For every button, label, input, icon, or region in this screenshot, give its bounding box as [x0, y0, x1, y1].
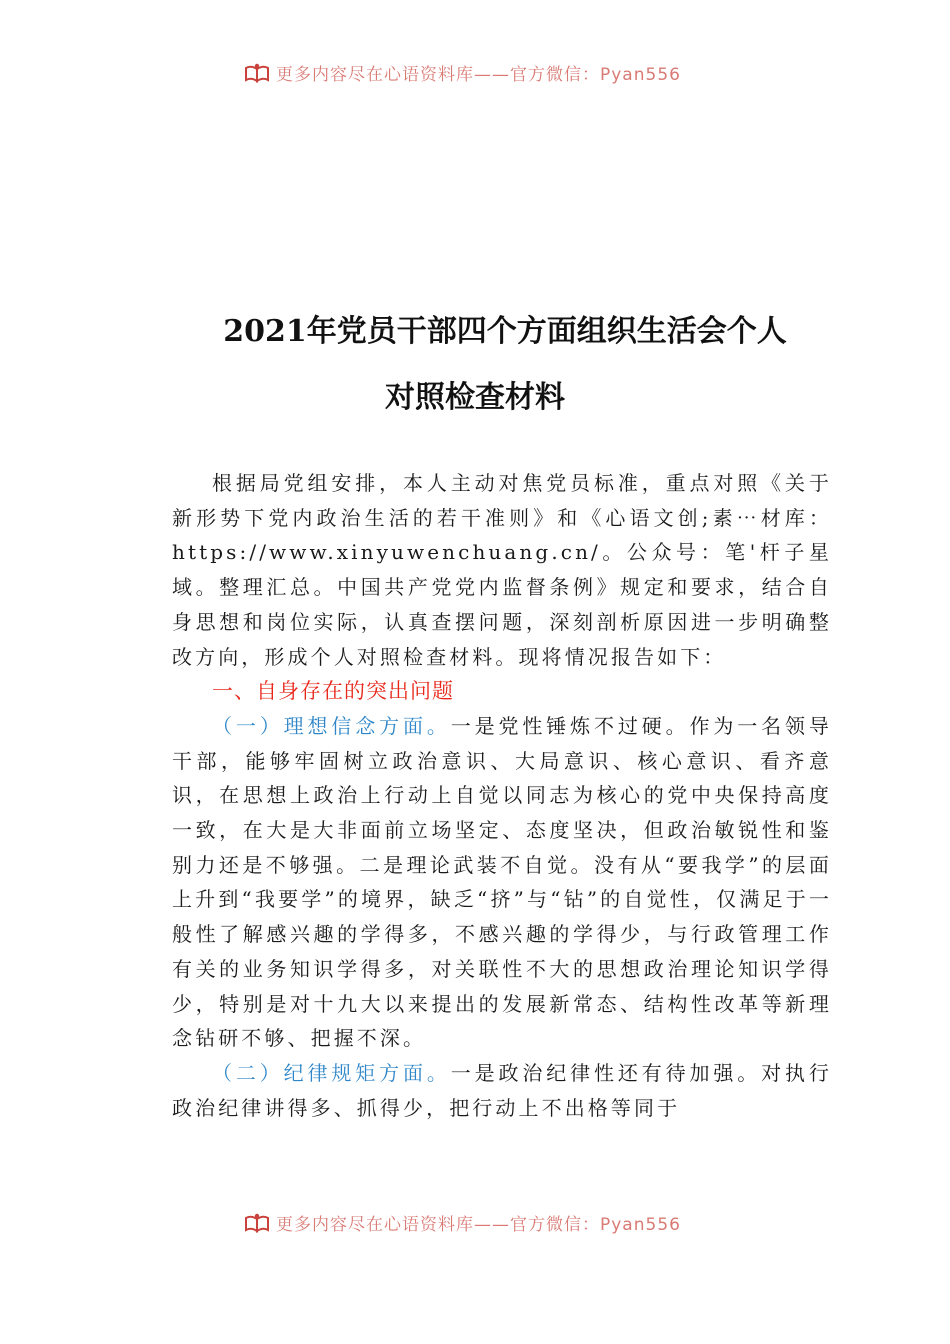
- book-logo-icon: [244, 1212, 270, 1234]
- header-banner-text: 更多内容尽在心语资料库——官方微信：Pyan556: [276, 65, 681, 85]
- subheading-discipline: （二）纪律规矩方面。: [212, 1060, 451, 1085]
- paragraph-discipline: [172, 1056, 832, 1125]
- paragraph-discipline-text: 一是政治纪律性还有待加强。对执行政治纪律讲得多、抓得少，把行动上不出格等同于: [172, 1060, 832, 1120]
- document-body: [172, 466, 832, 1125]
- subheading-ideals: （一）理想信念方面。: [212, 713, 451, 738]
- paragraph-ideals-text: 一是党性锤炼不过硬。作为一名领导干部，能够牢固树立政治意识、大局意识、核心意识、看齐意识，在思想上政治上行动上自觉以同志为核心的党中央保持高度一致，在大是大非面前立场坚定、态度坚决，但政治敏锐性和鉴别力还是不够强。二是理论武装不自觉。没有从“要我学”的层面上升到“我要学”的境界，缺乏“挤”与“钻”的自觉性，仅满足于一般性了解感兴趣的学得多，不感兴趣的学得少，与行政管理工作有关的业务知识学得多，对关联性不大的思想政治理论知识学得少，特别是对十九大以来提出的发展新常态、结构性改革等新理念钻研不够、把握不深。: [172, 713, 832, 1051]
- page-title-line1: 2021年党员干部四个方面组织生活会个人: [223, 314, 787, 349]
- footer-banner-text: 更多内容尽在心语资料库——官方微信：Pyan556: [276, 1215, 681, 1235]
- header-banner: [0, 56, 950, 86]
- footer-banner: [0, 1206, 950, 1236]
- section-heading: [172, 674, 832, 709]
- paragraph-ideals: [172, 709, 832, 1056]
- page-title-line2: 对照检查材料: [385, 380, 565, 415]
- section1-heading: 一、自身存在的突出问题: [212, 679, 454, 704]
- intro-paragraph: 根据局党组安排，本人主动对焦党员标准，重点对照《关于新形势下党内政治生活的若干准则》和《心语文创;素⋯材库：https://www.xinyuwenchuang.cn/。公众号：笔'杆子星域。整理汇总。中国共产党党内监督条例》规定和要求，结合自身思想和岗位实际，认真查摆问题，深刻剖析原因进一步明确整改方向，形成个人对照检查材料。现将情况报告如下：: [172, 471, 832, 669]
- book-logo-icon: [244, 62, 270, 84]
